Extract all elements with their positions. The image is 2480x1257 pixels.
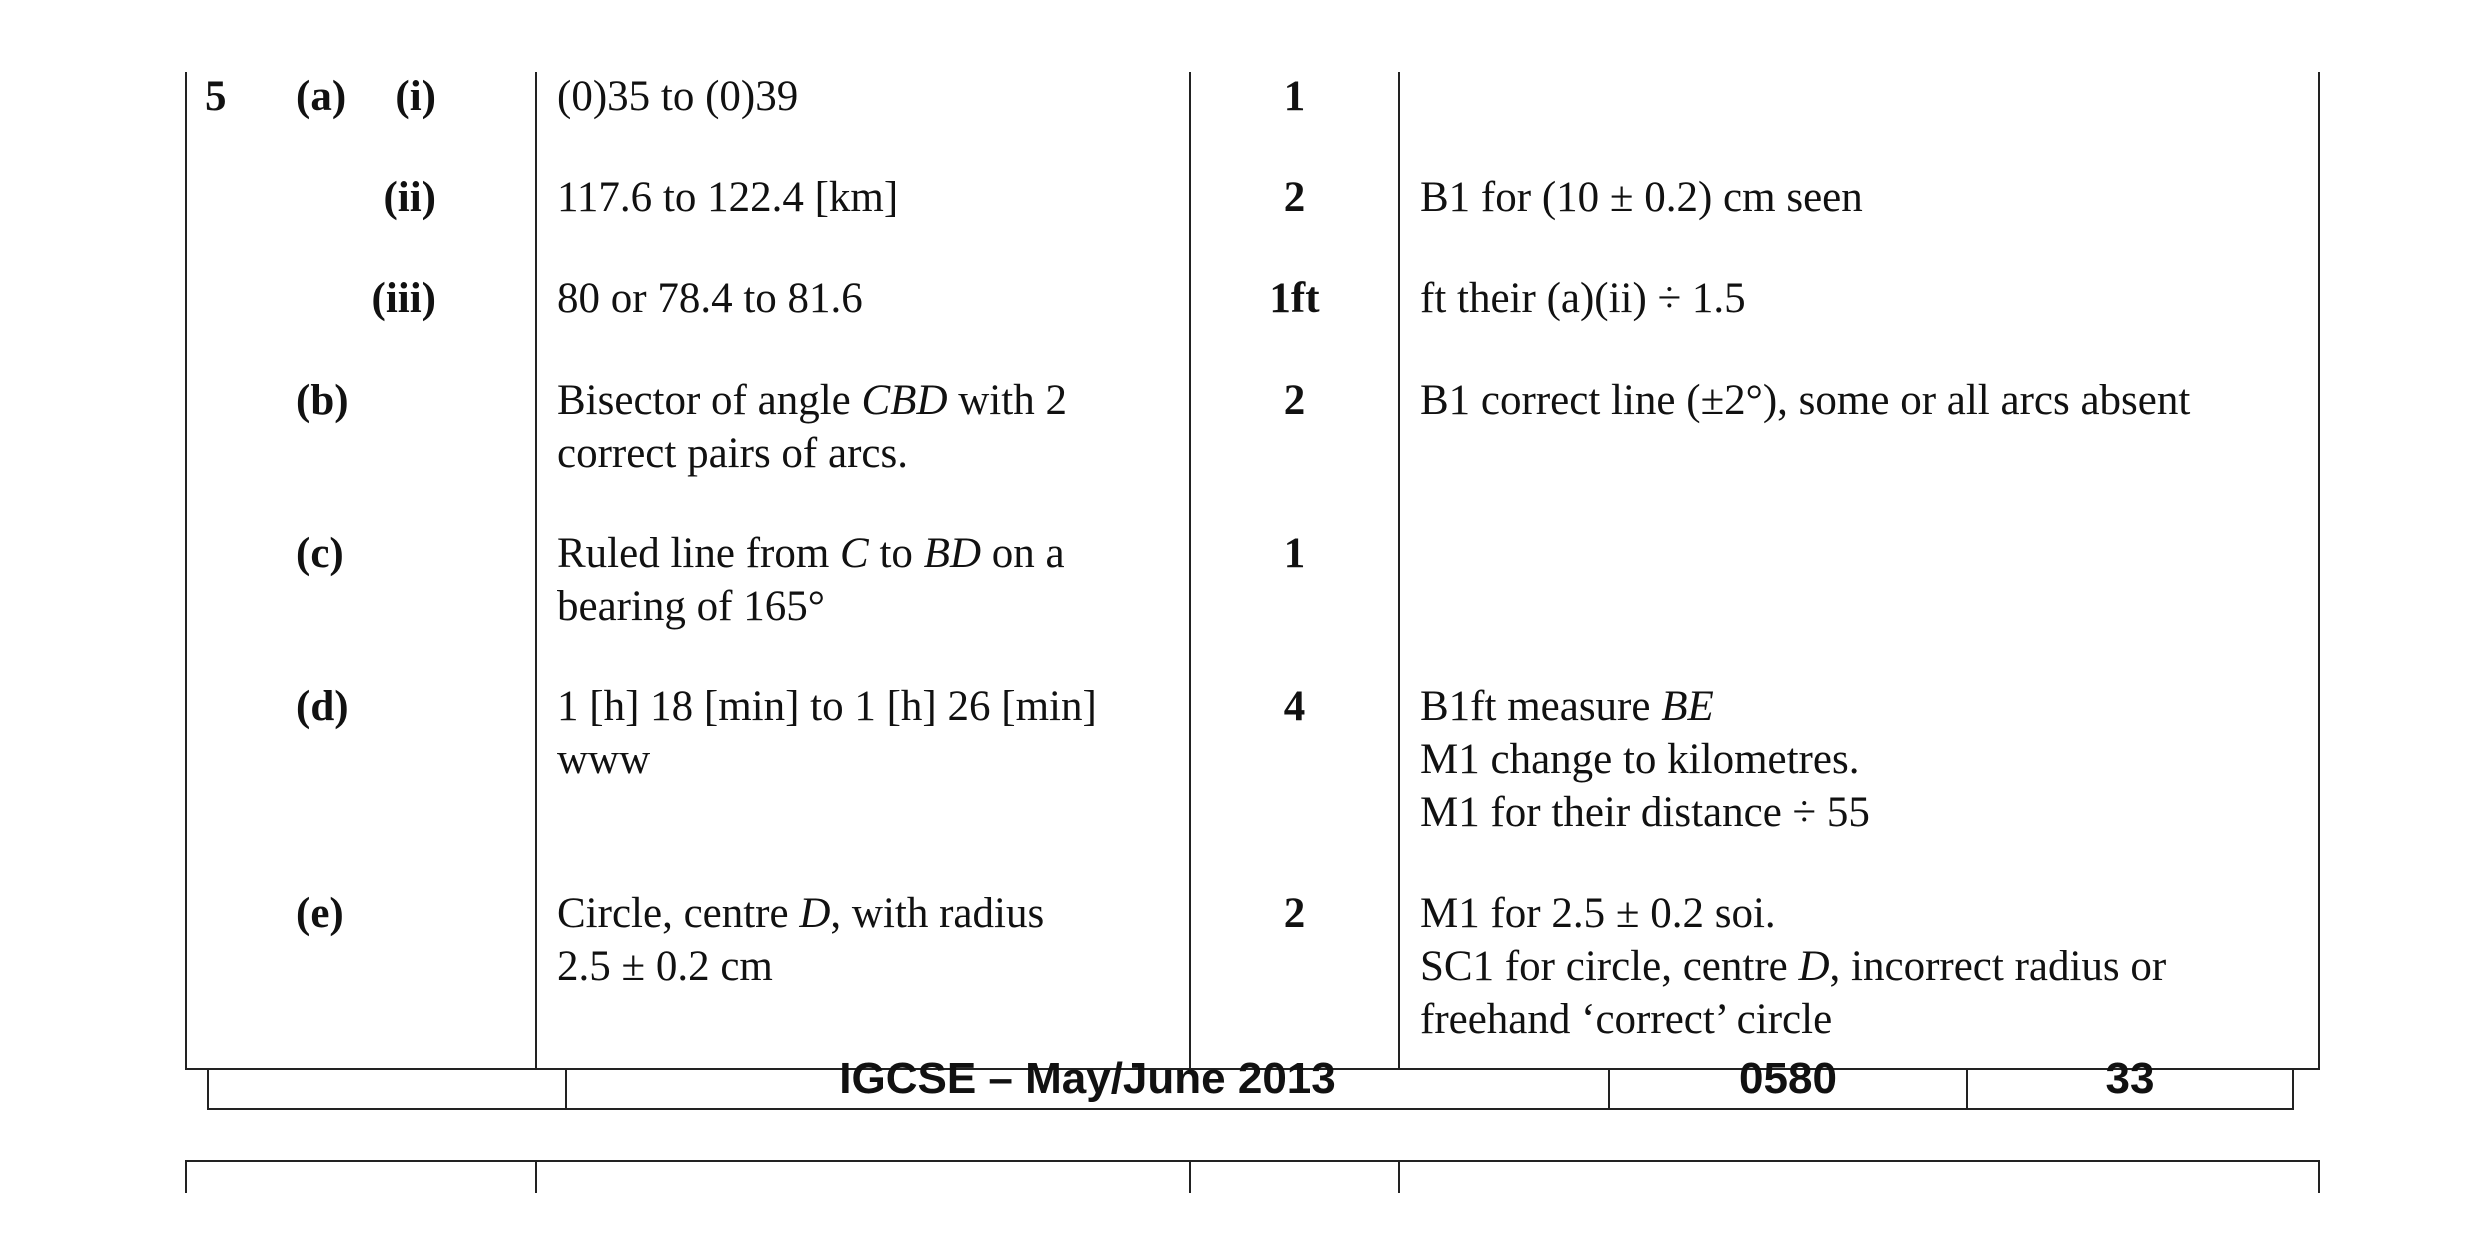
sub-label: (iii) [371, 275, 436, 322]
mark: 1 [1283, 73, 1306, 120]
answer-line: www [557, 736, 651, 783]
footer-syllabus: IGCSE – May/June 2013 [839, 1054, 1336, 1103]
footer-bottom-border [207, 1108, 2294, 1110]
answer-line: Ruled line from C to BD on a [557, 530, 1065, 577]
answer-line: Bisector of angle CBD with 2 [557, 377, 1067, 424]
next-table-divider-1 [535, 1160, 537, 1193]
note-line: SC1 for circle, centre D, incorrect radius or [1420, 943, 2167, 990]
next-table-top-border [185, 1160, 2320, 1162]
note-line: B1 for (10 ± 0.2) cm seen [1420, 174, 1863, 221]
answer-line: 80 or 78.4 to 81.6 [557, 275, 863, 322]
next-table-left-border [185, 1160, 187, 1193]
answer-line: 1 [h] 18 [min] to 1 [h] 26 [min] [557, 683, 1097, 730]
table-col-divider-1 [535, 72, 537, 1070]
answer-line: correct pairs of arcs. [557, 430, 908, 477]
next-table-divider-2 [1189, 1160, 1191, 1193]
note-line: B1ft measure BE [1420, 683, 1714, 730]
mark: 1 [1283, 530, 1306, 577]
part-label: (a) [296, 73, 347, 120]
answer-line: 117.6 to 122.4 [km] [557, 174, 899, 221]
note-line: M1 change to kilometres. [1420, 736, 1860, 783]
next-table-divider-3 [1398, 1160, 1400, 1193]
footer-right-border [2292, 1068, 2294, 1110]
footer-left-border [207, 1068, 209, 1110]
question-number: 5 [205, 73, 227, 120]
note-line: ft their (a)(ii) ÷ 1.5 [1420, 275, 1746, 322]
part-label: (b) [296, 377, 349, 424]
table-left-border [185, 72, 187, 1070]
mark: 2 [1283, 174, 1306, 221]
next-table-right-border [2318, 1160, 2320, 1193]
sub-label: (ii) [383, 174, 436, 221]
answer-line: 2.5 ± 0.2 cm [557, 943, 773, 990]
part-label: (c) [296, 530, 344, 577]
note-line: M1 for their distance ÷ 55 [1420, 789, 1870, 836]
answer-line: Circle, centre D, with radius [557, 890, 1045, 937]
sub-label: (i) [395, 73, 436, 120]
answer-line: bearing of 165° [557, 583, 825, 630]
mark: 1ft [1269, 275, 1320, 322]
answer-line: (0)35 to (0)39 [557, 73, 799, 120]
mark: 4 [1283, 683, 1306, 730]
mark: 2 [1283, 890, 1306, 937]
note-line: B1 correct line (±2°), some or all arcs absent [1420, 377, 2191, 424]
note-line: freehand ‘correct’ circle [1420, 996, 1833, 1043]
footer-paper: 33 [2105, 1054, 2155, 1103]
part-label: (d) [296, 683, 349, 730]
part-label: (e) [296, 890, 344, 937]
mark: 2 [1283, 377, 1306, 424]
note-line: M1 for 2.5 ± 0.2 soi. [1420, 890, 1776, 937]
footer-code: 0580 [1739, 1054, 1837, 1103]
table-right-border [2318, 72, 2320, 1070]
table-col-divider-3 [1398, 72, 1400, 1070]
